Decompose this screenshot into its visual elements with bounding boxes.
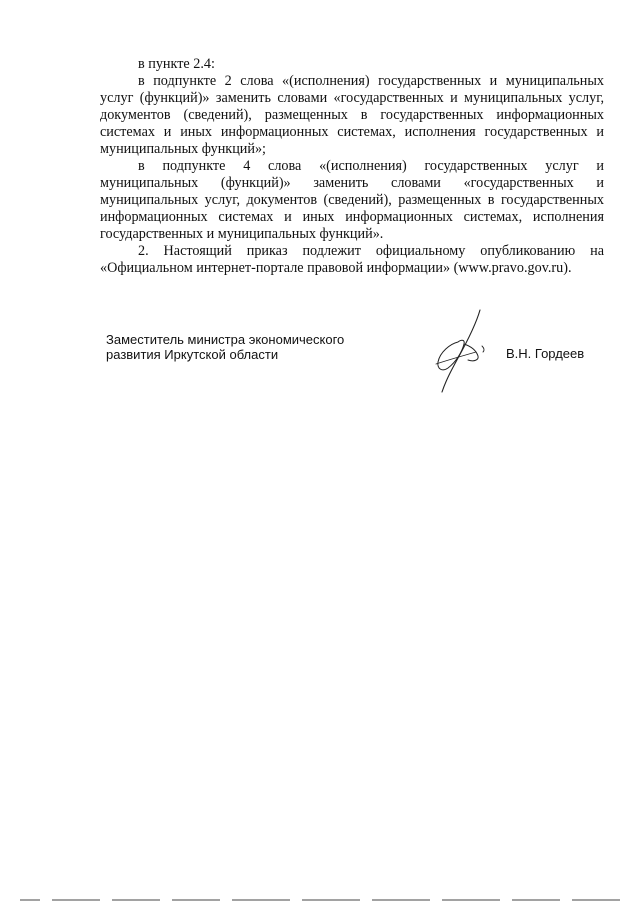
paragraph-item-2-4: в пункте 2.4:	[138, 56, 215, 72]
signatory-position-line1: Заместитель министра экономического	[106, 332, 345, 347]
handwritten-signature	[428, 306, 498, 396]
signatory-name: В.Н. Гордеев	[506, 346, 585, 361]
signatory-position	[106, 332, 406, 362]
document-body	[100, 56, 604, 277]
paragraph-publication: 2. Настоящий приказ подлежит официальному опубликованию на «Официальном интернет-портале правовой информации» (www.pravo.gov.ru).	[100, 243, 604, 276]
bottom-scan-rule	[0, 897, 639, 903]
paragraph-subitem-4: в подпункте 4 слова «(исполнения) государственных услуг и муниципальных (функций)» заменить словами «государственных и муниципальных услуг, документов (сведений), размещенных в государственных информационных системах и иных информационных системах, исполнения государственных и муниципальных функций».	[100, 158, 604, 242]
signatory-position-line2: развития Иркутской области	[106, 347, 279, 362]
paragraph-subitem-2: в подпункте 2 слова «(исполнения) государственных и муниципальных услуг (функций)» заменить словами «государственных и муниципальных услуг, документов (сведений), размещенных в государственных информационных системах и иных информационных системах, исполнения государственных и муниципальных функций»;	[100, 73, 604, 157]
